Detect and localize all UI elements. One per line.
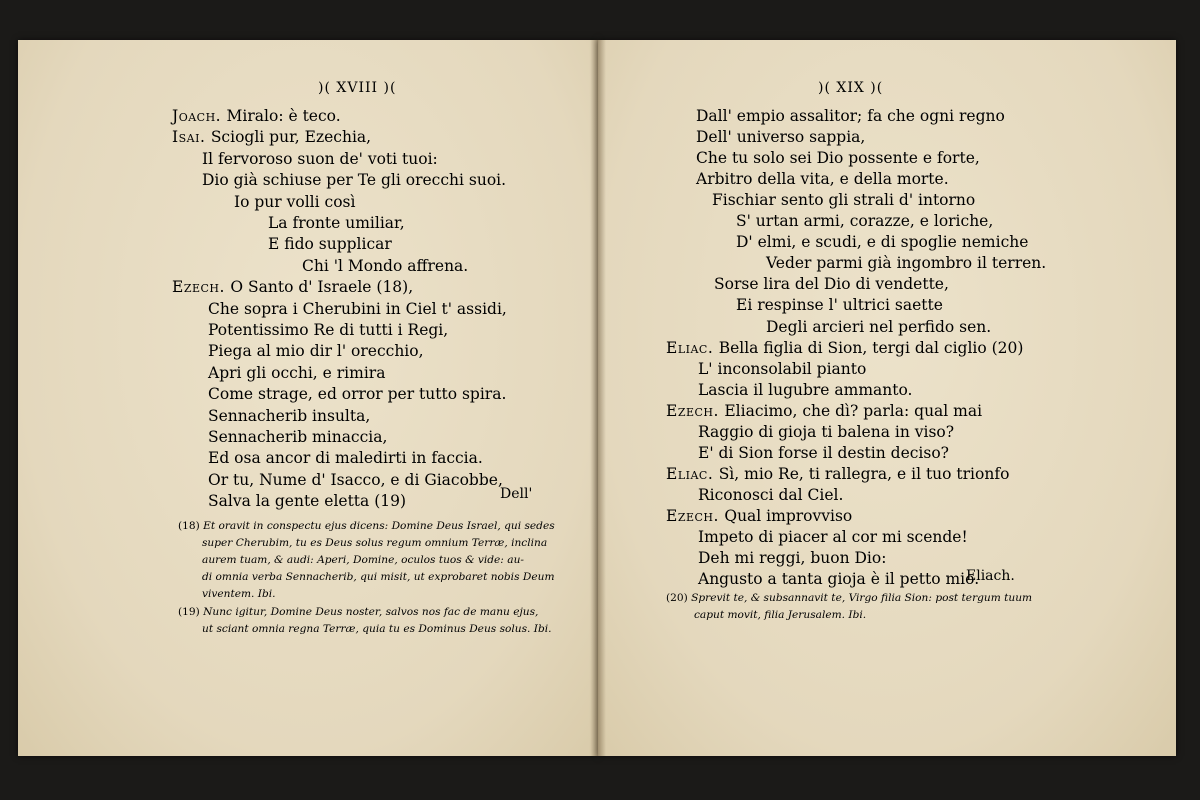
footnote-text: Sprevit te, & subsannavit te, Virgo filia Sion: post tergum tuum: [691, 592, 1033, 604]
verse-line: [698, 359, 866, 379]
verse-line: [696, 106, 1005, 126]
verse-text: Eliacimo, che dì? parla: qual mai: [724, 401, 983, 420]
footnote-text: super Cherubim, tu es Deus solus regum omnium Terræ, inclina: [202, 537, 548, 549]
footnote-line: [202, 621, 552, 637]
verse-line: [172, 106, 341, 126]
footnote-line: [178, 604, 538, 620]
speaker-name: Eliac.: [666, 338, 719, 357]
verse-text: Sorse lira del Dio di vendette,: [714, 275, 949, 294]
verse-text: Dall' empio assalitor; fa che ogni regno: [696, 107, 1005, 125]
verse-text: O Santo d' Israele (18),: [230, 278, 414, 297]
verse-text: Fischiar sento gli strali d' intorno: [712, 191, 976, 210]
speaker-name: Eliac.: [666, 464, 719, 483]
footnote-text: viventem. Ibi.: [202, 588, 276, 600]
footnote-text: Nunc igitur, Domine Deus noster, salvos nos fac de manu ejus,: [203, 606, 539, 618]
verse-text: Miralo: è teco.: [226, 107, 341, 125]
footnote-line: [694, 607, 866, 623]
verse-line: [268, 213, 405, 233]
verse-text: Veder parmi già ingombro il terren.: [766, 254, 1047, 273]
verse-line: [172, 127, 371, 147]
verse-text: Apri gli occhi, e rimira: [208, 363, 386, 382]
verse-text: Ed osa ancor di maledirti in faccia.: [208, 449, 483, 468]
verse-line: [696, 169, 949, 189]
verse-line: [666, 401, 982, 421]
verse-line: [698, 443, 949, 463]
speaker-name: Joach.: [172, 107, 227, 125]
footnote-ref: (20): [666, 592, 692, 604]
verse-text: Piega al mio dir l' orecchio,: [208, 342, 424, 361]
verse-text: Riconosci dal Ciel.: [698, 485, 844, 504]
verse-text: Sciogli pur, Ezechia,: [210, 128, 372, 147]
footnote-line: [202, 569, 555, 585]
verse-text: Dio già schiuse per Te gli orecchi suoi.: [202, 171, 507, 190]
verse-text: Chi 'l Mondo affrena.: [302, 256, 469, 275]
verse-line: [736, 232, 1028, 252]
verse-line: [698, 380, 913, 400]
footnote-line: [666, 590, 1032, 606]
page-number-left: )( XVIII )(: [318, 80, 397, 96]
verse-line: [208, 491, 406, 511]
verse-text: L' inconsolabil pianto: [698, 359, 867, 378]
verse-text: Dell' universo sappia,: [696, 128, 866, 147]
verse-text: S' urtan armi, corazze, e loriche,: [736, 212, 994, 231]
verse-line: [208, 448, 483, 468]
verse-text: E fido supplicar: [268, 235, 392, 254]
verse-text: Potentissimo Re di tutti i Regi,: [208, 321, 449, 339]
verse-text: Lascia il lugubre ammanto.: [698, 380, 913, 399]
page-number-right: )( XIX )(: [818, 80, 884, 96]
verse-text: Deh mi reggi, buon Dio:: [698, 549, 887, 568]
verse-text: Ei respinse l' ultrici saette: [736, 296, 943, 315]
footnote-text: di omnia verba Sennacherib, qui misit, ut exprobaret nobis Deum: [202, 571, 555, 583]
verse-text: Impeto di piacer al cor mi scende!: [698, 528, 968, 546]
verse-text: Or tu, Nume d' Isacco, e di Giacobbe,: [208, 470, 503, 489]
verse-text: Che tu solo sei Dio possente e forte,: [696, 149, 980, 168]
verse-line: [736, 295, 943, 315]
verse-line: [766, 253, 1046, 273]
verse-line: [208, 406, 370, 426]
footnote-text: Et oravit in conspectu ejus dicens: Domine Deus Israel, qui sedes: [203, 520, 555, 532]
book-gutter: [590, 40, 606, 756]
verse-line: [666, 506, 852, 526]
verse-line: [666, 338, 1023, 358]
verse-text: E' di Sion forse il destin deciso?: [698, 443, 949, 462]
verse-line: [698, 485, 843, 505]
verse-line: [666, 464, 1009, 484]
verse-text: Che sopra i Cherubini in Ciel t' assidi,: [208, 299, 507, 318]
verse-line: [714, 274, 949, 294]
speaker-name: Ezech.: [172, 278, 231, 297]
footnote-line: [178, 518, 555, 534]
verse-text: Sennacherib minaccia,: [208, 428, 388, 446]
verse-line: [698, 569, 979, 589]
verse-line: [696, 127, 865, 147]
verse-line: [208, 363, 385, 383]
verse-line: [766, 317, 991, 337]
footnote-text: caput movit, filia Jerusalem. Ibi.: [694, 609, 867, 621]
footnote-ref: (18): [178, 520, 204, 532]
verse-text: Salva la gente eletta (19): [208, 492, 407, 511]
verse-line: [208, 320, 448, 340]
verse-text: D' elmi, e scudi, e di spoglie nemiche: [736, 233, 1029, 252]
verse-line: [698, 422, 954, 442]
speaker-name: Ezech.: [666, 401, 725, 420]
verse-text: Bella figlia di Sion, tergi dal ciglio (20): [718, 338, 1024, 357]
verse-line: [208, 384, 506, 404]
catchword-left: Dell': [500, 486, 533, 502]
verse-line: [208, 470, 503, 490]
speaker-name: Ezech.: [666, 506, 725, 525]
footnote-text: ut sciant omnia regna Terræ, quia tu es Dominus Deus solus. Ibi.: [202, 623, 552, 635]
verse-text: La fronte umiliar,: [268, 214, 405, 232]
verse-line: [698, 548, 886, 568]
footnote-line: [202, 552, 524, 568]
speaker-name: Isai.: [172, 128, 211, 147]
verse-text: Sì, mio Re, ti rallegra, e il tuo trionfo: [718, 464, 1010, 483]
verse-line: [268, 234, 392, 254]
verse-line: [202, 170, 506, 190]
verse-text: Degli arcieri nel perfido sen.: [766, 317, 992, 336]
verse-text: Come strage, ed orror per tutto spira.: [208, 385, 507, 404]
verse-line: [202, 149, 438, 169]
verse-line: [302, 256, 468, 276]
footnote-ref: (19): [178, 606, 204, 618]
catchword-right: Eliach.: [966, 568, 1015, 584]
verse-line: [234, 192, 355, 212]
footnote-line: [202, 586, 275, 602]
verse-line: [172, 277, 413, 297]
verse-text: Arbitro della vita, e della morte.: [696, 170, 949, 189]
verse-text: Angusto a tanta gioja è il petto mio.: [698, 570, 980, 589]
verse-text: Raggio di gioja ti balena in viso?: [698, 422, 955, 441]
verse-text: Sennacherib insulta,: [208, 406, 371, 425]
footnote-text: aurem tuam, & audi: Aperi, Domine, oculos tuos & vide: au-: [202, 554, 524, 566]
verse-text: Il fervoroso suon de' voti tuoi:: [202, 149, 438, 168]
verse-line: [696, 148, 980, 168]
verse-text: Io pur volli così: [234, 192, 356, 211]
verse-line: [208, 427, 387, 447]
verse-line: [208, 299, 507, 319]
verse-line: [712, 190, 975, 210]
verse-line: [698, 527, 968, 547]
verse-line: [208, 341, 424, 361]
footnote-line: [202, 535, 547, 551]
verse-line: [736, 211, 993, 231]
verse-text: Qual improvviso: [724, 506, 853, 525]
